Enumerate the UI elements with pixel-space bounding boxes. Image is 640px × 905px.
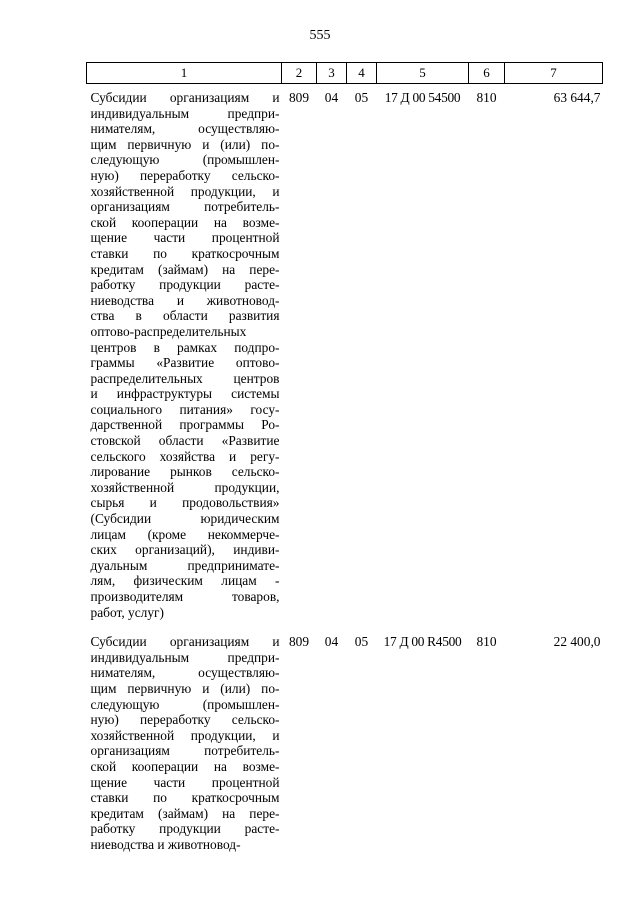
description-line: ставки по краткосрочным <box>90 245 280 261</box>
description-line: социального питания» госу- <box>90 401 280 417</box>
header-col-4: 4 <box>347 63 377 84</box>
header-col-2: 2 <box>282 63 317 84</box>
description-line: нимателям, осуществляю- <box>90 665 280 681</box>
description-line: ную) переработку сельско- <box>90 167 280 183</box>
row-col-6: 810 <box>476 90 497 105</box>
page-number: 555 <box>309 28 331 43</box>
header-col-7: 7 <box>505 63 603 84</box>
description-line: дуальным предпринимате- <box>90 557 280 573</box>
description-line: хозяйственной продукции, <box>90 479 280 495</box>
description-line: щим первичную и (или) по- <box>90 136 280 152</box>
description-line: работ, услуг) <box>90 604 164 620</box>
row-description <box>87 628 282 860</box>
description-line: работку продукции расте- <box>90 277 280 293</box>
description-line: ставки по краткосрочным <box>90 790 280 806</box>
header-col-5: 5 <box>377 63 469 84</box>
description-line: работку продукции расте- <box>90 821 280 837</box>
description-line: ской кооперации на возме- <box>90 214 280 230</box>
row-col-4: 05 <box>354 634 369 650</box>
description-line: организациям потребитель- <box>90 743 280 759</box>
row-col-6: 810 <box>476 634 497 650</box>
description-line: следующую (промышлен- <box>90 152 280 168</box>
description-line: дарственной программы Ро- <box>90 417 280 433</box>
description-line: и инфраструктуры системы <box>90 386 280 402</box>
row-col-7: 22 400,0 <box>553 634 601 650</box>
header-col-6: 6 <box>469 63 505 84</box>
description-line: кредитам (займам) на пере- <box>90 805 280 821</box>
description-line: лям, физическим лицам - <box>90 573 280 589</box>
header-col-1: 1 <box>87 63 282 84</box>
description-line: нимателям, осуществляю- <box>90 121 280 137</box>
description-line: оптово-распределительных <box>90 323 247 339</box>
budget-table <box>86 62 603 861</box>
description-line: индивидуальным предпри- <box>90 105 280 121</box>
description-line: ниеводства и животновод- <box>90 292 280 308</box>
description-line: ской кооперации на возме- <box>90 758 280 774</box>
description-line: (Субсидии юридическим <box>90 511 280 527</box>
description-line: производителям товаров, <box>90 589 280 604</box>
row-col-7: 63 644,7 <box>553 90 601 105</box>
description-line: сырья и продовольствия» <box>90 495 280 511</box>
description-line: граммы «Развитие оптово- <box>90 355 280 371</box>
description-line: следующую (промышлен- <box>90 696 280 712</box>
header-col-3: 3 <box>317 63 347 84</box>
description-line: индивидуальным предпри- <box>90 649 280 665</box>
description-line: щение части процентной <box>90 230 280 246</box>
description-line: лирование рынков сельско- <box>90 464 280 480</box>
row-col-5: 17 Д 00 54500 <box>384 90 461 105</box>
description-line: Субсидии организациям и <box>90 90 280 105</box>
table-row <box>87 84 603 629</box>
row-description <box>87 84 282 629</box>
description-line: хозяйственной продукции, и <box>90 183 280 199</box>
row-col-3: 04 <box>324 90 339 105</box>
description-line: ниеводства и животновод- <box>90 836 241 852</box>
description-line: хозяйственной продукции, и <box>90 727 280 743</box>
description-line: щим первичную и (или) по- <box>90 680 280 696</box>
description-line: центров в рамках подпро- <box>90 339 280 355</box>
header-row <box>87 63 603 84</box>
description-line: лицам (кроме некоммерче- <box>90 526 280 542</box>
description-line: ства в области развития <box>90 308 280 324</box>
table-row <box>87 628 603 860</box>
description-line: стовской области «Развитие <box>90 433 280 449</box>
row-col-2: 809 <box>288 90 310 105</box>
row-col-4: 05 <box>354 90 369 105</box>
description-line: ную) переработку сельско- <box>90 712 280 728</box>
description-line: Субсидии организациям и <box>90 634 280 650</box>
description-line: кредитам (займам) на пере- <box>90 261 280 277</box>
description-line: сельского хозяйства и регу- <box>90 448 280 464</box>
description-line: щение части процентной <box>90 774 280 790</box>
description-line: организациям потребитель- <box>90 199 280 215</box>
description-line: распределительных центров <box>90 370 280 386</box>
row-col-5: 17 Д 00 R4500 <box>383 634 462 650</box>
row-col-3: 04 <box>324 634 339 650</box>
row-col-2: 809 <box>288 634 310 650</box>
description-line: ских организаций), индиви- <box>90 542 280 558</box>
